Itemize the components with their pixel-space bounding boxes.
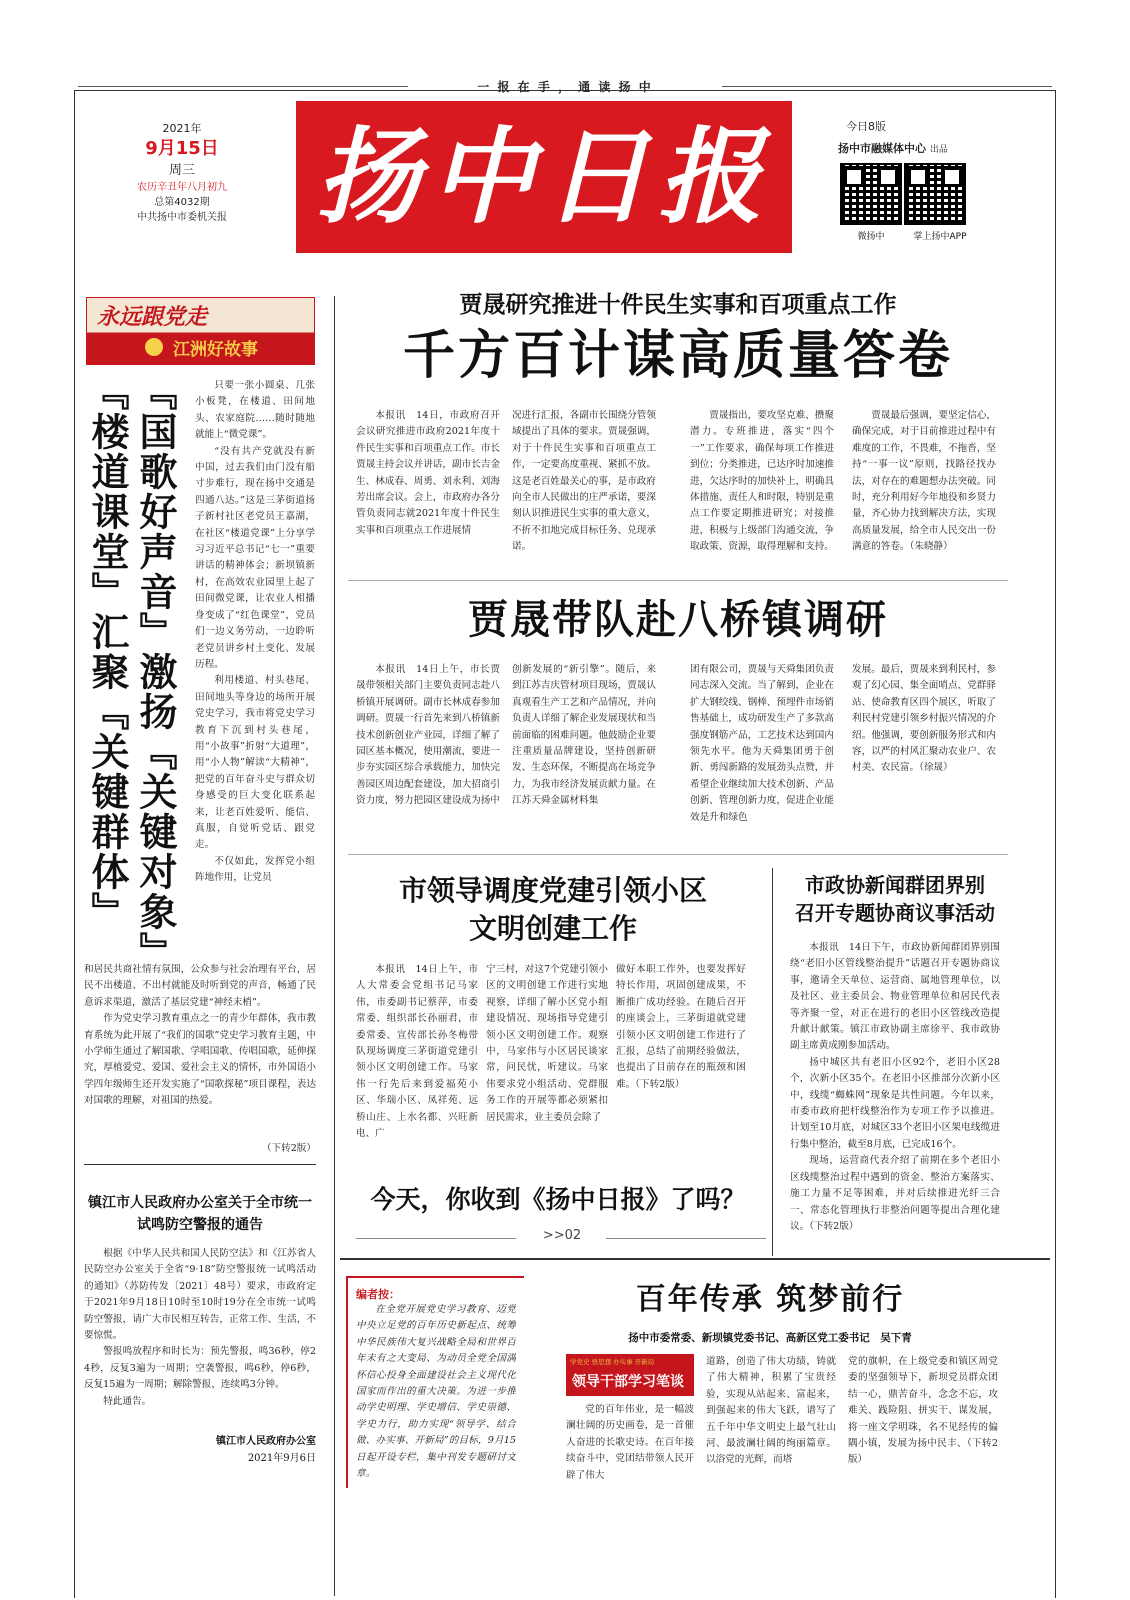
promo-title: 今天，你收到《扬中日报》了吗？ — [370, 1185, 746, 1214]
banner-line2: 江洲好故事 — [173, 340, 258, 360]
article3-col2: 宁三村，对这7个党建引领小区的文明创建工作进行实地视察，详细了解小区党小组建设情况、现场指导党建引领小区文明创建工作。观察中，马家伟与小区居民谈家常，问民忧，听建议。马家伟要求党小组活动、党群服务工作的开展等都必须紧扣居民需求，业主委员会除了 — [486, 964, 608, 1123]
editor-label: 编者按： — [356, 1288, 400, 1301]
feature-divider — [340, 1258, 1050, 1260]
article4-body: 本报讯 14日下午，市政协新闻群团界别围绕“老旧小区管线整治提升”话题召开专题协商议事，邀请全天单位、运营商、属地管理单位，以及社区、业主委员会、物业管理单位和居民代表等齐聚一堂，对正在进行的老旧小区管线改造提升献计献策。镇江市政协副主席徐平、我市政协副主席黄成刚参加活动。 扬中城区共有老旧小区92个，老旧小区28个，次新小区35个。在老旧小区推部分次新小区中，线缆“蜘蛛网”现象是共性问题。今年以来，市委市政府把杆线整治作为专项工作予以推进。计划至10月底，对城区33个老旧小区架电线缆进行集中整治，截至8月底，已完成16个。 现场，运营商代表介绍了前期在多个老旧小区线缆整治过程中遇到的资金、整治方案落实、施工力量不足等困难，并对后续推进光纤三合一、常态化管理执行非整治问题等提出合理化建议。（下转2版） — [790, 942, 1000, 1232]
promo-rule-right — [606, 1238, 766, 1239]
column-label: 领导干部学习笔谈 — [572, 1374, 684, 1390]
story-body-narrow: 只要一张小圆桌、几张小板凳，在楼道、田间地头、农家庭院……随时随地就能上“微党课”。 “没有共产党就没有新中国，过去我们由门没有船寸步难行，现在扬中交通是四通八达。”这是三茅街道扬子新村社区老党员王嘉湖，在社区“楼道党课”上分享学习习近平总书记“七一”重要讲话的精神体会；新坝镇新村，在高效农业园里上起了田间微党课，让农业人相播身变成了“红色课堂”，党员们一边义务劳动，一边聆听老党员讲乡村土变化、发展历程。 利用楼道、村头巷尾、田间地头等身边的场所开展党史学习，我市将党史学习教育下沉到村头巷尾，用“小故事”折射“大道理”，用“小人物”解读“大精神”，把党的百年奋斗史与群众切身感受的巨大变化联系起来，让老百姓爱听、能信、真服，自觉听党话、跟党走。 不仅如此，发挥党小组阵地作用，让党员 — [195, 380, 315, 884]
article4-title-line1: 市政协新闻群团界别 — [805, 873, 985, 897]
lunar-date: 农历辛丑年八月初九 — [137, 182, 227, 193]
date: 9月15日 — [145, 138, 219, 159]
article2-title: 贾晟带队赴八桥镇调研 — [468, 596, 888, 643]
slogan-rule-left — [78, 86, 408, 87]
article1-col4: 贾晟最后强调，要坚定信心，确保完成，对于目前推进过程中有难度的工作，不畏难，不拖沓，坚持“一事一议”原则，找路径找办法，对存在的难题想办法突破。同时，充分利用好今年地役和乡贤力量，齐心协力找到解决方法，实现高质量发展，给全市人民交出一份满意的答卷。（朱晓静） — [852, 410, 996, 553]
story-body-wide: 和居民共商社情有氛围，公众参与社会治理有平台，居民不出楼道、不出村就能及时听到党的声音，畅通了民意诉求渠道，激活了基层党建“神经末梢”。 作为党史学习教育重点之一的青少年群体，我市教育系统为此开展了“我们的国歌”党史学习教育主题，中小学师生通过了解国歌、学唱国歌、传唱国歌，延伸探究，厚植爱党、爱国、爱社会主义的情怀，市外国语小学四年级师生还开发实施了“国歌探秘”项目课程，表达对国歌的理解，对祖国的热爱。 — [84, 964, 316, 1107]
qr1-label: 微扬中 — [857, 232, 885, 242]
date-block — [118, 120, 246, 225]
publisher: 中共扬中市委机关报 — [137, 212, 227, 223]
article1-col2: 况进行汇报，各副市长围绕分管领域提出了具体的要求。贾晟强调，对于十件民生实事和百项重点工作，一定要高度重视、紧抓不放。这是老百姓最关心的事，是市政府向全市人民做出的庄严承诺，要深刻认识推进民生实事的重大意义，不折不扣地完成目标任务、兑现承诺。 — [512, 410, 656, 553]
banner-line1: 永远跟党走 — [97, 304, 208, 330]
story-continue: （下转2版） — [261, 1143, 316, 1154]
logo-text: 扬中日报 — [315, 115, 772, 238]
promo-page-ref: >>02 — [542, 1228, 582, 1243]
feature-title: 百年传承 筑梦前行 — [635, 1282, 905, 1317]
column-label-box — [566, 1354, 694, 1396]
notice-date: 2021年9月6日 — [247, 1453, 316, 1464]
feature-col3: 党的旗帜，在上级党委和镇区周党委的坚强领导下，新坝党员群众团结一心，鼎苦奋斗，念念不忘，攻难关、践险阻、拼实干、谋发展，将一座文学明珠，名不见经传的偏隅小镇，发展为扬中民丰、（下转2版） — [848, 1356, 998, 1466]
article3-title-line2: 文明创建工作 — [468, 912, 637, 945]
article1-col3: 贾晟指出，要攻坚克难、攒聚潜力。专班推进，落实“四个一”工作要求，确保每项工作推进到位；分类推进，已达序时加速推进，欠达序时的加快补上，明确具体措施、责任人和时限，特别是重点工作要定期推进研究；对接推进，积极与上级部门沟通交流，争取政策、资源，取得理解和支持。 — [690, 410, 834, 553]
article2-col2: 创新发展的“新引擎”。随后，来到江苏吉庆管材项目现场，贾晟认真观看生产工艺和产品情况，并向负责人详细了解企业发展现状和当前面临的困难问题。他鼓励企业要注重质量品牌建设，坚持创新研发、生态环保，不断提高在场竞争力，为我市经济发展贡献力量。在江苏天舜金属材料集 — [512, 664, 656, 807]
producer: 扬中市融媒体中心 出品 — [838, 142, 948, 155]
article2-divider — [348, 854, 1008, 855]
story-banner — [86, 297, 315, 365]
story-title-col2: 『楼道课堂』汇聚『关键群体』 — [85, 372, 130, 932]
promo-rule-left — [356, 1238, 516, 1239]
pages-count: 今日8版 — [846, 120, 886, 133]
feature-author: 扬中市委常委、新坝镇党委书记、高新区党工委书记 吴下青 — [628, 1332, 912, 1344]
left-column-rule — [334, 296, 335, 1596]
story-title-col1: 『国歌好声音』激扬『关键对象』 — [133, 372, 178, 972]
qr-code-weyangzhong — [842, 165, 900, 223]
feature-col2: 道路，创造了伟大功绩，铸就了伟大精神，积累了宝贵经验，实现从站起来、富起来，到强起来的伟大飞跃，谱写了五千年中华文明史上最气壮山河、最波澜壮阔的绚丽篇章。以浴党的光辉，而塔 — [706, 1356, 836, 1466]
party-emblem-icon — [145, 338, 163, 356]
sidebar-divider — [84, 1164, 316, 1165]
article1-title: 千方百计谋高质量答卷 — [402, 325, 953, 386]
slogan-rule-right — [722, 86, 1052, 87]
notice-body: 根据《中华人民共和国人民防空法》和《江苏省人民防空办公室关于全省“9·18”防空警报统一试鸣活动的通知》（苏防传发〔2021〕48号）要求，市政府定于2021年9月18日10时至10时19分在全市统一试鸣防空警报，请广大市民相互转告，正常工作、生活，不要惊慌。 警报鸣放程序和时长为：预先警报，鸣36秒，停24秒，反复3遍为一周期；空袭警报，鸣6秒，停6秒，反复15遍为一周期；解除警报，连续鸣3分钟。 特此通告。 — [84, 1248, 316, 1407]
notice-title: 镇江市人民政府办公室关于全市统一试鸣防空警报的通告 — [88, 1195, 312, 1233]
article3-col3: 做好本职工作外，也要发挥好特长作用，巩固创建成果，不断推广成功经验。在随后召开的座谈会上，三茅街道就党建引领小区文明创建工作进行了汇报，总结了前期经验做法，也提出了目前存在的瓶颈和困难。（下转2版） — [616, 964, 746, 1090]
notice-signer: 镇江市人民政府办公室 — [216, 1436, 316, 1447]
article4-title-line2: 召开专题协商议事活动 — [795, 901, 995, 925]
qr-code-app — [906, 165, 964, 223]
slogan: 一 报 在 手 ， 通 读 扬 中 — [477, 80, 653, 94]
article2-col4: 发展。最后，贾晟来到利民村，参观了幻心园、集全面哨点、党群驿站、使命教育区四个展区，听取了利民村党建引领乡村振兴情况的介绍。他强调，要创新服务形式和内容，以严的村风汇聚动农业户、农村美、农民富。（徐晟） — [852, 664, 996, 774]
editor-note: 在全党开展党史学习教育、迈党中央立足党的百年历史新起点、统筹中华民族伟大复兴战略全局和世界百年未有之大变局、为动员全党全国满怀信心投身全面建设社会主义现代化国家而作出的重大决策。为进一步推动学史明理、学史增信、学史崇德、学史力行，助力实现“领导学、结合做、办实事、开新局”的目标，9月15日起开设专栏，集中刊发专题研讨文章。 — [356, 1304, 516, 1480]
article1-col1: 本报讯 14日，市政府召开会议研究推进市政府2021年度十件民生实事和百项重点工作。市长贾晟主持会议并讲话，副市长吉金生、林成春、周勇、刘永利、刘海芳出席会议。会上，市政府办各分管负责同志就2021年度十件民生实事和百项重点工作进展情 — [356, 410, 500, 536]
article3-title-line1: 市领导调度党建引领小区 — [398, 874, 707, 907]
weekday: 周三 — [168, 163, 195, 178]
article4-rule — [772, 868, 773, 1256]
feature-col1: 党的百年伟业，是一幅波澜壮阔的历史画卷，是一首催人奋进的长歌史诗。在百年接续奋斗中，党团结带领人民开辟了伟大 — [566, 1404, 694, 1481]
qr2-label: 掌上扬中APP — [913, 232, 967, 242]
issue-number: 总第4032期 — [154, 197, 210, 208]
article1-subtitle: 贾晟研究推进十件民生实事和百项重点工作 — [459, 292, 897, 318]
article3-col1: 本报讯 14日上午，市人大常委会党组书记马家伟，市委副书记蔡萍，市委常委、组织部长孙丽君，市委常委、宣传部长孙冬梅带队现场调度三茅街道党建引领小区文明创建工作。马家伟一行先后来到爱福苑小区、华瑞小区、凤祥苑、远桥山庄、上水名都、兴旺新电、广 — [356, 964, 478, 1140]
article2-col1: 本报讯 14日上午，市长贾晟带领相关部门主要负责同志赴八桥镇开展调研。副市长林成春参加调研。贾晟一行首先来到八桥镇新技术创新创业产业园，详细了解了园区基本概况，使用潮流，要进一步夯实园区综合承载能力，加快完善园区周边配套建设，加大招商引资力度，努力把园区建设成为扬中 — [356, 664, 500, 807]
masthead-logo — [296, 101, 792, 253]
article1-divider — [348, 580, 1008, 581]
column-tag: 学党史 悟思想 办实事 开新局 — [570, 1358, 655, 1366]
year: 2021年 — [162, 122, 202, 135]
article2-col3: 团有限公司，贾晟与天舜集团负责同志深入交流。当了解到，企业在扩大钢绞线、钢棒、预埋件市场销售基础上，成功研发生产了多款高强度钢筋产品，工艺技术达到国内领先水平。他为天舜集团勇于创新、勇闯新路的发展劲头点赞，并希望企业继续加大技术创新、产品创新、管理创新力度，促进企业能效是升和绿色 — [690, 664, 834, 823]
